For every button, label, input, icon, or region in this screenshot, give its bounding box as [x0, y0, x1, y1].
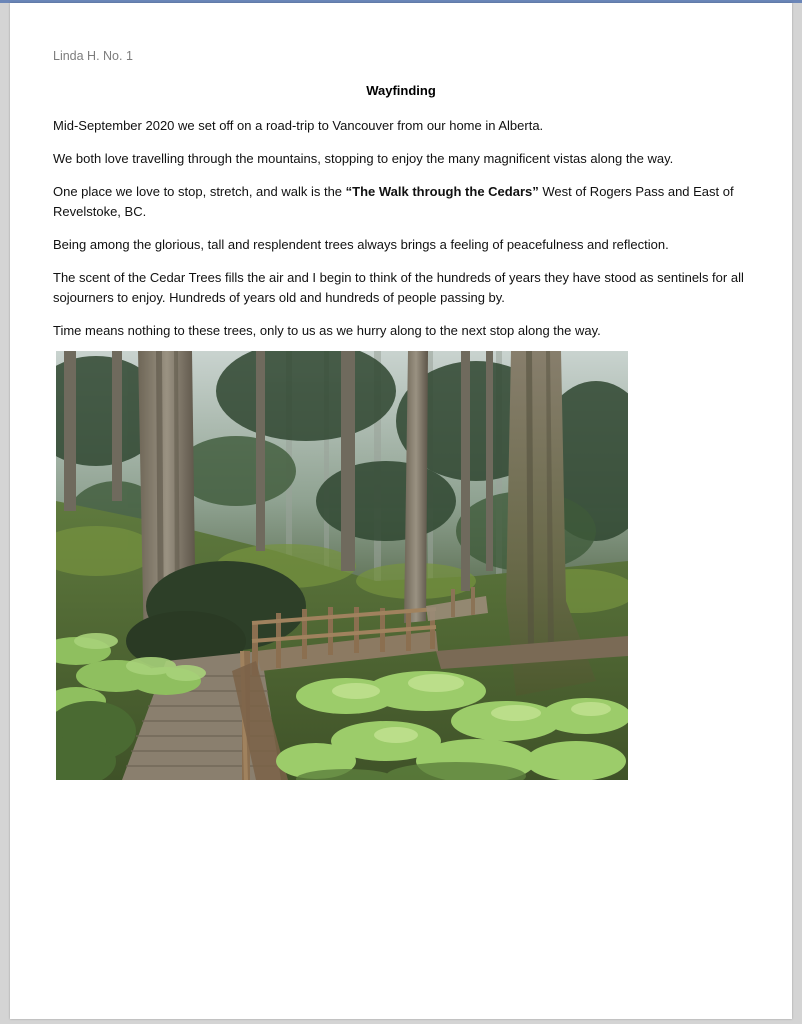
cedar-forest-photo [56, 351, 628, 780]
paragraph-text: We both love travelling through the mountains, stopping to enjoy the many magnificent vistas along the way. [53, 151, 674, 166]
document-body [53, 116, 758, 354]
paragraph-text: The scent of the Cedar Trees fills the air and I begin to think of the hundreds of years they have stood as sentinels for all sojourners to enjoy. Hundreds of years old and hundreds of people passing by. [53, 270, 744, 305]
paragraph-3 [53, 182, 758, 222]
paragraph-1 [53, 116, 758, 136]
paragraph-text: Being among the glorious, tall and resplendent trees always brings a feeling of peacefulness and reflection. [53, 237, 669, 252]
paragraph-bold-text: “The Walk through the Cedars” [345, 184, 539, 199]
paragraph-text: Time means nothing to these trees, only to us as we hurry along to the next stop along the way. [53, 323, 601, 338]
document-header: Linda H. No. 1 [53, 49, 133, 63]
paragraph-text: Mid-September 2020 we set off on a road-trip to Vancouver from our home in Alberta. [53, 118, 544, 133]
paragraph-text: One place we love to stop, stretch, and walk is the [53, 184, 346, 199]
paragraph-4 [53, 235, 758, 255]
paragraph-5 [53, 268, 758, 308]
paragraph-text: West of Rogers Pass and East of Revelstoke, BC. [53, 184, 734, 219]
paragraph-2 [53, 149, 758, 169]
paragraph-6 [53, 321, 758, 341]
document-page [10, 3, 792, 1019]
document-title: Wayfinding [366, 83, 436, 98]
